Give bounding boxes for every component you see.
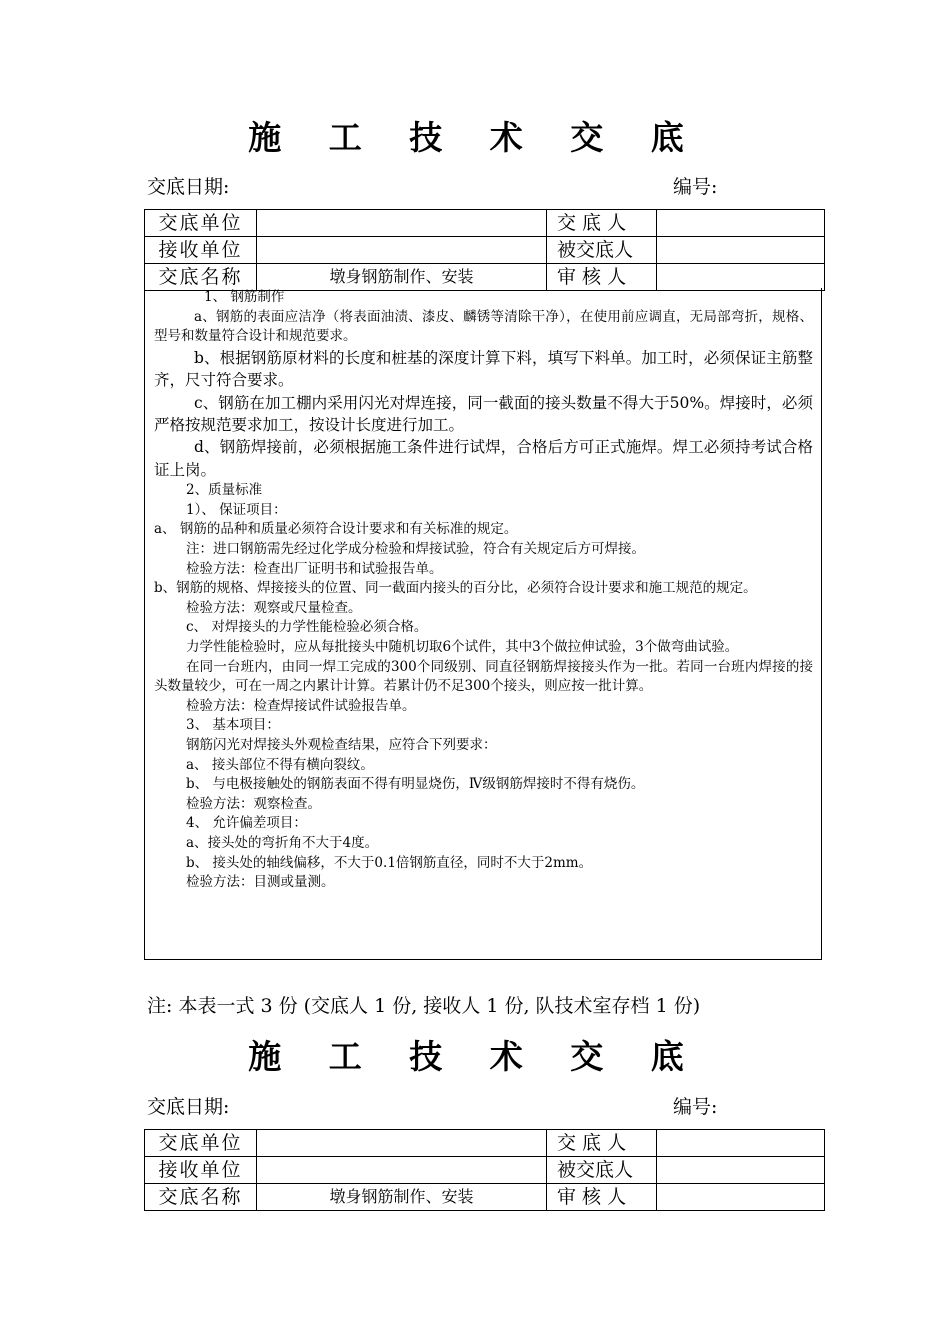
paragraph: b、 与电极接触处的钢筋表面不得有明显烧伤，Ⅳ级钢筋焊接时不得有烧伤。 <box>186 776 645 793</box>
label-receiver: 被交底人 <box>547 1157 657 1184</box>
meta-row <box>147 173 837 201</box>
value-receiving-unit <box>257 1157 547 1184</box>
page-title: 施 工 技 术 交 底 <box>248 1037 702 1076</box>
value-issuer <box>657 1130 825 1157</box>
value-issuing-unit <box>257 1130 547 1157</box>
paragraph: 检验方法：检查出厂证明书和试验报告单。 <box>186 560 443 577</box>
label-receiving-unit: 接收单位 <box>145 1157 257 1184</box>
table-row <box>145 210 825 237</box>
page-title: 施 工 技 术 交 底 <box>248 118 702 157</box>
paragraph: 力学性能检验时，应从每批接头中随机切取6个试件，其中3个做拉伸试验，3个做弯曲试验。 <box>186 638 739 655</box>
value-receiver <box>657 1157 825 1184</box>
paragraph: 检验方法：检查焊接试件试验报告单。 <box>186 697 416 714</box>
paragraph: 钢筋闪光对焊接头外观检查结果，应符合下列要求： <box>186 736 497 753</box>
paragraph: b、 接头处的轴线偏移，不大于0.1倍钢筋直径，同时不大于2mm。 <box>186 854 593 871</box>
paragraph: c、 对焊接头的力学性能检验必须合格。 <box>186 619 428 636</box>
paragraph: 检验方法：观察检查。 <box>186 795 321 812</box>
number-label: 编号: <box>673 176 718 198</box>
briefing-content <box>144 288 822 960</box>
section-heading: 2、质量标准 <box>186 482 263 499</box>
info-table <box>144 1129 825 1211</box>
label-issuing-unit: 交底单位 <box>145 1130 257 1157</box>
number-label: 编号: <box>673 1096 718 1118</box>
section-heading: 1、 钢筋制作 <box>204 289 285 305</box>
table-row <box>145 237 825 264</box>
label-receiver: 被交底人 <box>547 237 657 264</box>
paragraph: 检验方法：目测或量测。 <box>186 874 335 891</box>
paragraph: c、钢筋在加工棚内采用闪光对焊连接，同一截面的接头数量不得大于50%。焊接时，必须严格按规范要求加工，按设计长度进行加工。 <box>154 393 813 434</box>
date-label: 交底日期: <box>147 176 230 198</box>
paragraph: b、根据钢筋原材料的长度和桩基的深度计算下料，填写下料单。加工时，必须保证主筋整齐，尺寸符合要求。 <box>154 348 813 390</box>
table-row <box>145 264 825 291</box>
label-reviewer: 审 核 人 <box>547 1184 657 1211</box>
label-issuer: 交 底 人 <box>547 1130 657 1157</box>
label-receiving-unit: 接收单位 <box>145 237 257 264</box>
footer-note: 注: 本表一式 3 份 (交底人 1 份, 接收人 1 份, 队技术室存档 1 份) <box>147 995 701 1017</box>
label-briefing-name: 交底名称 <box>145 264 257 291</box>
value-reviewer <box>657 264 825 291</box>
paragraph: 注：进口钢筋需先经过化学成分检验和焊接试验，符合有关规定后方可焊接。 <box>186 541 645 557</box>
meta-row <box>147 1093 837 1121</box>
table-row <box>145 1130 825 1157</box>
value-reviewer <box>657 1184 825 1211</box>
paragraph: b、钢筋的规格、焊接接头的位置、同一截面内接头的百分比，必须符合设计要求和施工规范的规定。 <box>154 580 757 597</box>
value-briefing-name: 墩身钢筋制作、安装 <box>257 264 547 291</box>
paragraph: 检验方法：观察或尺量检查。 <box>186 599 362 616</box>
paragraph: d、钢筋焊接前，必须根据施工条件进行试焊，合格后方可正式施焊。焊工必须持考试合格证上岗。 <box>154 438 813 479</box>
value-receiving-unit <box>257 237 547 264</box>
value-issuing-unit <box>257 210 547 237</box>
value-issuer <box>657 210 825 237</box>
paragraph: 在同一台班内，由同一焊工完成的300个同级别、同直径钢筋焊接接头作为一批。若同一台班内焊接的接头数量较少，可在一周之内累计计算。若累计仍不足300个接头，则应按一批计算。 <box>154 658 813 695</box>
paragraph: a、 钢筋的品种和质量必须符合设计要求和有关标准的规定。 <box>154 521 518 538</box>
label-issuer: 交 底 人 <box>547 210 657 237</box>
label-reviewer: 审 核 人 <box>547 264 657 291</box>
value-briefing-name: 墩身钢筋制作、安装 <box>257 1184 547 1211</box>
table-row <box>145 1157 825 1184</box>
table-row <box>145 1184 825 1211</box>
info-table <box>144 209 825 291</box>
paragraph: a、 接头部位不得有横向裂纹。 <box>186 756 374 773</box>
paragraph: a、接头处的弯折角不大于4度。 <box>186 834 379 851</box>
label-issuing-unit: 交底单位 <box>145 210 257 237</box>
section-heading: 3、 基本项目： <box>186 717 280 734</box>
date-label: 交底日期: <box>147 1096 230 1118</box>
label-briefing-name: 交底名称 <box>145 1184 257 1211</box>
paragraph: a、钢筋的表面应洁净（将表面油渍、漆皮、麟锈等清除干净），在使用前应调直，无局部弯折，规格、型号和数量符合设计和规范要求。 <box>154 308 813 345</box>
value-receiver <box>657 237 825 264</box>
section-heading: 4、 允许偏差项目： <box>186 815 307 832</box>
paragraph: 1）、 保证项目： <box>186 501 287 518</box>
